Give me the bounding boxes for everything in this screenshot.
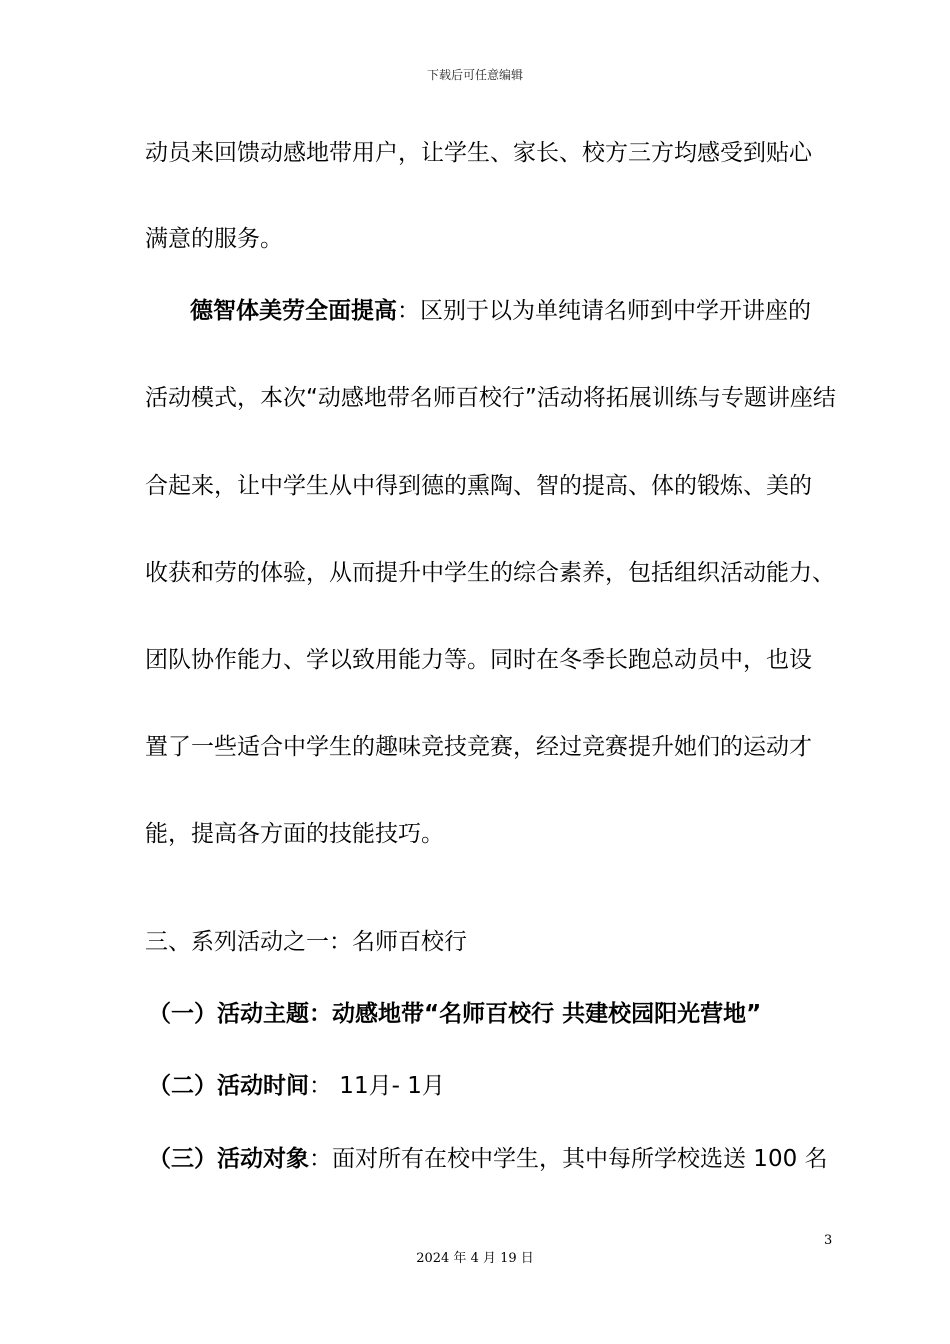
paragraph-1-line-2: 满意的服务。: [145, 226, 283, 252]
activity-target-label: （三）活动对象: [148, 1146, 309, 1172]
section-3-heading: 三、系列活动之一：名师百校行: [145, 929, 467, 955]
activity-time-value: ： 11月- 1月: [309, 1073, 445, 1099]
paragraph-2-line-3: 合起来，让中学生从中得到德的熏陶、智的提高、体的锻炼、美的: [145, 473, 812, 499]
activity-time-label: （二）活动时间: [148, 1073, 309, 1099]
paragraph-2-lead-heading: 德智体美劳全面提高: [190, 298, 397, 324]
paragraph-2-lead-text: ：区别于以为单纯请名师到中学开讲座的: [397, 298, 811, 324]
footer-date: 2024 年 4 月 19 日: [416, 1251, 534, 1266]
activity-target-value: ：面对所有在校中学生，其中每所学校选送 100 名: [309, 1146, 828, 1172]
activity-theme: （一）活动主题：动感地带“名师百校行 共建校园阳光营地”: [148, 1001, 762, 1027]
paragraph-2-line-1: [190, 296, 811, 326]
page-header: 下载后可任意编辑: [426, 68, 523, 82]
paragraph-1-line-1: 动员来回馈动感地带用户，让学生、家长、校方三方均感受到贴心: [145, 140, 812, 166]
page-number: 3: [824, 1233, 833, 1248]
paragraph-2-line-2: 活动模式，本次“动感地带名师百校行”活动将拓展训练与专题讲座结: [145, 385, 836, 411]
paragraph-2-line-5: 团队协作能力、学以致用能力等。同时在冬季长跑总动员中，也设: [145, 647, 812, 673]
activity-target: [148, 1144, 828, 1174]
activity-time: [148, 1071, 445, 1101]
paragraph-2-line-6: 置了一些适合中学生的趣味竞技竞赛，经过竞赛提升她们的运动才: [145, 734, 812, 760]
paragraph-2-line-7: 能，提高各方面的技能技巧。: [145, 821, 444, 847]
paragraph-2-line-4: 收获和劳的体验，从而提升中学生的综合素养，包括组织活动能力、: [145, 560, 835, 586]
